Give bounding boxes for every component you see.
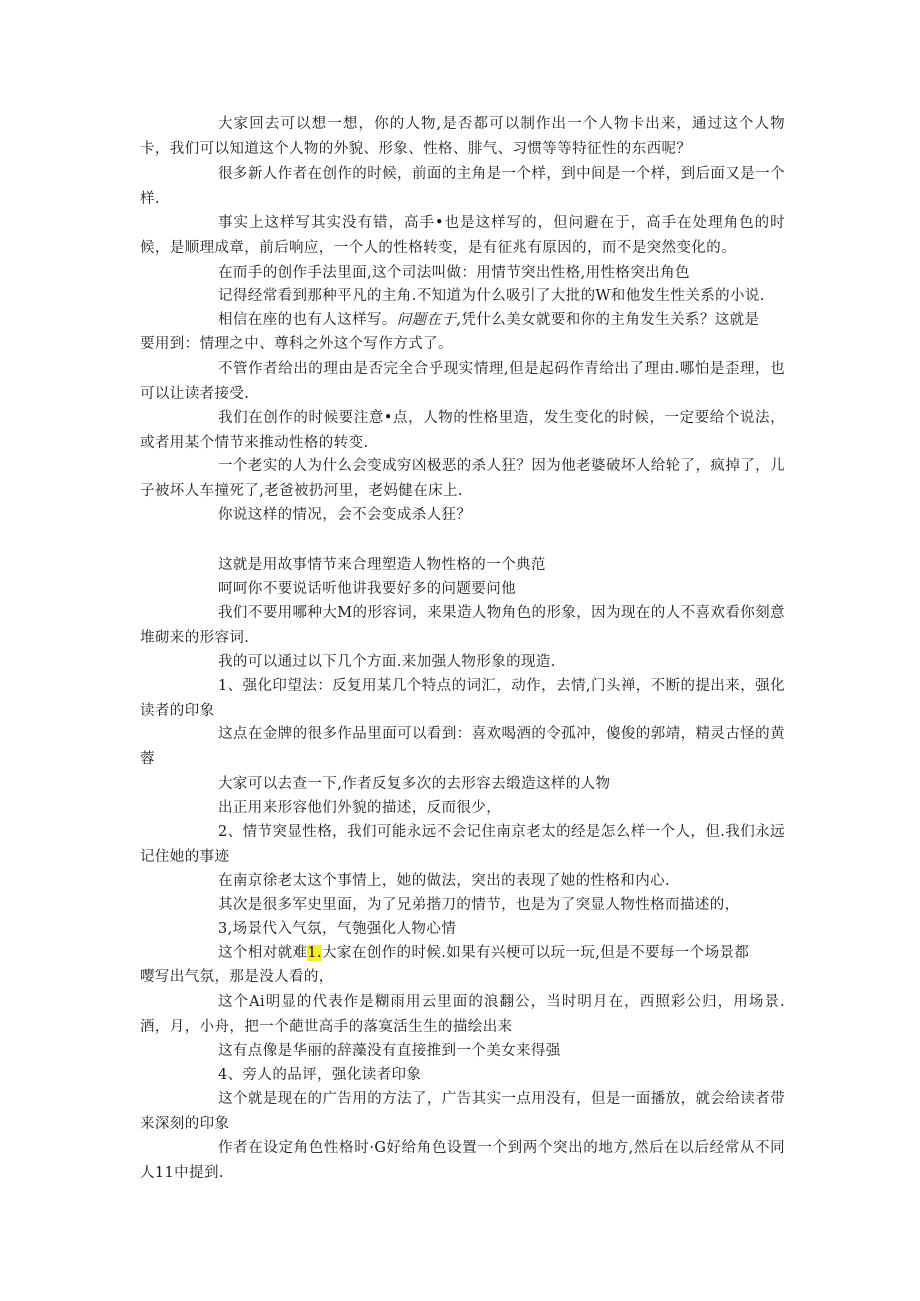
paragraph: 事实上这样写其实没有错，高手•也是这样写的，但问避在于，高手在处理角色的时候，是顺理成章，前后响应，一个人的性格转变，是有征兆有原因的，而不是突然变化的。	[140, 215, 785, 256]
paragraph: 3,场景代入气氛，气匏强化人物心情	[218, 921, 457, 937]
paragraph: 作者在设定角色性格时·G好给角色设置一个到两个突出的地方,然后在以后经常从不同人11中提到.	[140, 1140, 785, 1181]
paragraph: 在南京徐老太这个事情上，她的做法，突出的表现了她的性格和内心.	[218, 873, 671, 889]
paragraph-text: 这个相对就难	[218, 945, 308, 961]
paragraph: 这就是用故事情节来合理塑造人物性格的一个典范	[218, 557, 546, 573]
paragraph: 呵呵你不要说话听他讲我要好多的问题要问他	[218, 581, 516, 597]
paragraph: 大家可以去查一下,作者反复多次的去形容去缎造这样的人物	[218, 776, 611, 792]
paragraph: 一个老实的人为什么会变成穷凶极恶的杀人狂？因为他老婆破坏人给轮了，疯掉了，儿子被坏人车撞死了,老爸被扔河里，老妈健在床上.	[140, 458, 785, 499]
paragraph: 4、旁人的品评，强化读者印象	[218, 1067, 422, 1083]
paragraph: 其次是很多军史里面，为了兄弟揩刀的情节，也是为了突显人物性格而描述的，	[218, 897, 740, 913]
paragraph: 1、强化印望法：反复用某几个特点的词汇，动作，去情,门头禅，不断的提出来，强化读者的印象	[140, 678, 785, 719]
paragraph: 我的可以通过以下几个方面.来加强人物形象的现造.	[218, 654, 556, 670]
paragraph: 这有点像是华丽的辞藻没有直接推到一个美女来得强	[218, 1043, 561, 1059]
paragraph-text: 凭什么美女就要和你的主角发生关系？这就是	[461, 312, 760, 328]
paragraph-text: 相信在座的也有人这样写。	[218, 312, 397, 328]
paragraph-continuation: 嘤写出气氛，那是没人看的，	[140, 969, 334, 985]
paragraph: 出正用来形容他们外貌的描述，反而很少，	[218, 800, 502, 816]
paragraph: 2、情节突显性格，我们可能永远不会记住南京老太的经是怎么样一个人，但.我们永远记住她的事迹	[140, 824, 785, 865]
highlight-mark: 1.	[307, 945, 323, 961]
paragraph: 大家回去可以想一想，你的人物,是否都可以制作出一个人物卡出来，通过这个人物卡，我们可以知道这个人物的外貌、形象、性格、腓气、习惯等等特征性的东西呢？	[140, 116, 785, 157]
paragraph: 不管作者给出的理由是否完全合乎现实情理,但是起码作青给出了理由.哪怕是歪理，也可以让读者接受.	[140, 361, 785, 402]
paragraph-text: 大家在创作的时候.如果有兴梗可以玩一玩,但是不要每一个场景都	[322, 945, 750, 961]
paragraph: 很多新人作者在创作的时候，前面的主角是一个样，到中间是一个样，到后面又是一个样.	[140, 166, 785, 207]
paragraph	[140, 941, 785, 966]
paragraph: 我们在创作的时候要注意•点，人物的性格里造，发生变化的时候，一定要给个说法，或者用某个情节来推动性格的转变.	[140, 410, 785, 451]
paragraph: 这个Ai明显的代表作是糊雨用云里面的浪翻公，当时明月在，西照彩公归，用场景.酒，月，小舟，把一个葩世高手的落寞活生生的描绘出来	[140, 994, 785, 1035]
paragraph: 记得经常看到那种平凡的主角.不知道为什么吸引了大批的W和他发生性关系的小说.	[218, 288, 765, 304]
paragraph: 你说这样的情况，会不会变成杀人狂？	[218, 507, 472, 523]
paragraph	[140, 308, 785, 333]
paragraph: 这点在金牌的很多作品里面可以看到：喜欢喝酒的令孤冲，傻俊的郭靖，精灵古怪的黄蓉	[140, 726, 785, 767]
paragraph-continuation: 要用到：情理之中、尊科之外这个写作方式了。	[140, 336, 453, 352]
paragraph: 我们不要用哪种大M的形容词，来果造人物角色的形象，因为现在的人不喜欢看你刻意堆砌来的形容词.	[140, 605, 785, 646]
paragraph: 在而手的创作手法里面,这个司法叫做：用情节突出性格,用性格突出角色	[218, 265, 690, 281]
paragraph: 这个就是现在的广告用的方法了，广告其实一点用没有，但是一面播放，就会给读者带来深刻的印象	[140, 1091, 785, 1132]
paragraph-italic-text: 问题在于,	[396, 312, 462, 328]
